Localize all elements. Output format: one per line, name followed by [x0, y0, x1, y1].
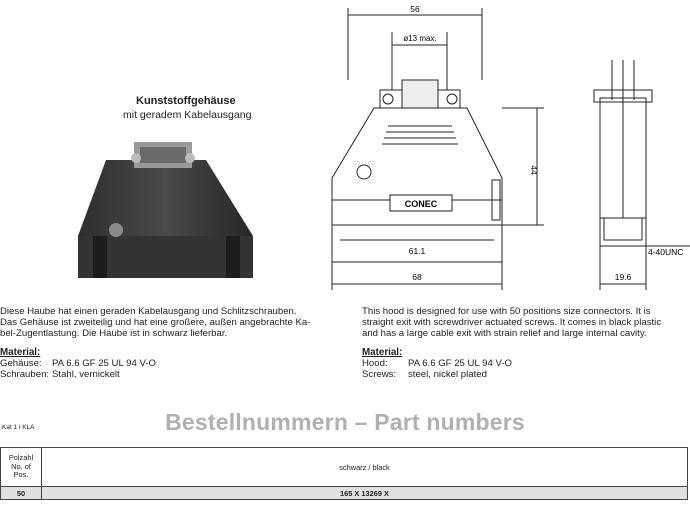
brand-logo: CONEC	[404, 199, 438, 209]
material-heading-en: Material:	[362, 347, 403, 358]
dim-depth: 19.6	[614, 272, 632, 282]
catalog-ref: Kat 1 i KLA	[2, 424, 35, 431]
part-numbers-table	[0, 447, 688, 500]
description-en-line: straight exit with screwdriver actuated screws. It comes in black plastic	[362, 317, 662, 328]
hood-photo	[78, 138, 253, 285]
material-value: Stahl, vernickelt	[52, 369, 120, 380]
material-row-en	[362, 358, 690, 369]
header-positions-line: No. of	[11, 461, 31, 471]
dim-inner-width: 61.1	[408, 246, 426, 256]
dim-total-width: 68	[412, 272, 422, 282]
product-title-de: Kunststoffgehäuse	[136, 95, 236, 107]
dim-cable-dia: ø13 max.	[403, 34, 437, 43]
material-key: Schrauben:	[0, 369, 50, 380]
material-row-en	[362, 369, 690, 380]
description-de	[0, 306, 338, 380]
description-de-line: Diese Haube hat einen geraden Kabelausgang und Schlitzschrauben.	[0, 306, 297, 317]
material-value: PA 6.6 GF 25 UL 94 V-O	[408, 358, 512, 369]
description-de-line: bel-Zugentlastung. Die Haube ist in schwarz lieferbar.	[0, 328, 228, 339]
description-en-line: and has a large cable exit with strain relief and large internal cavity.	[362, 328, 647, 339]
header-positions-line: Pos.	[13, 470, 29, 480]
description-en	[362, 306, 690, 380]
dim-screw-thread: 4-40UNC	[648, 247, 684, 257]
material-key: Screws:	[362, 369, 397, 380]
cell-part-number: 165 X 13269 X	[42, 487, 688, 500]
table-row	[1, 487, 688, 500]
material-value: PA 6.6 GF 25 UL 94 V-O	[52, 358, 156, 369]
description-en-line: This hood is designed for use with 50 positions size connectors. It is	[362, 306, 651, 317]
material-row-de	[0, 358, 338, 369]
product-subtitle-de: mit geradem Kabelausgang	[123, 109, 252, 121]
header-positions-line: Polzahl	[8, 453, 34, 463]
technical-drawing	[322, 0, 690, 300]
material-value: steel, nickel plated	[408, 369, 487, 380]
material-heading-de: Material:	[0, 347, 41, 358]
part-numbers-heading: Bestellnummern – Part numbers	[165, 409, 525, 435]
description-de-line: Das Gehäuse ist zweiteilig und hat eine großere, außen angebrachte Ka-	[0, 317, 311, 328]
material-key: Hood:	[362, 358, 388, 369]
table-header-row	[1, 448, 688, 487]
header-color: schwarz / black	[42, 448, 688, 487]
header-positions	[1, 448, 42, 487]
material-row-de	[0, 369, 338, 380]
material-key: Gehäuse:	[0, 358, 42, 369]
cell-positions: 50	[1, 487, 42, 500]
dim-height: 44	[529, 165, 539, 175]
dim-width-top: 56	[410, 4, 420, 14]
